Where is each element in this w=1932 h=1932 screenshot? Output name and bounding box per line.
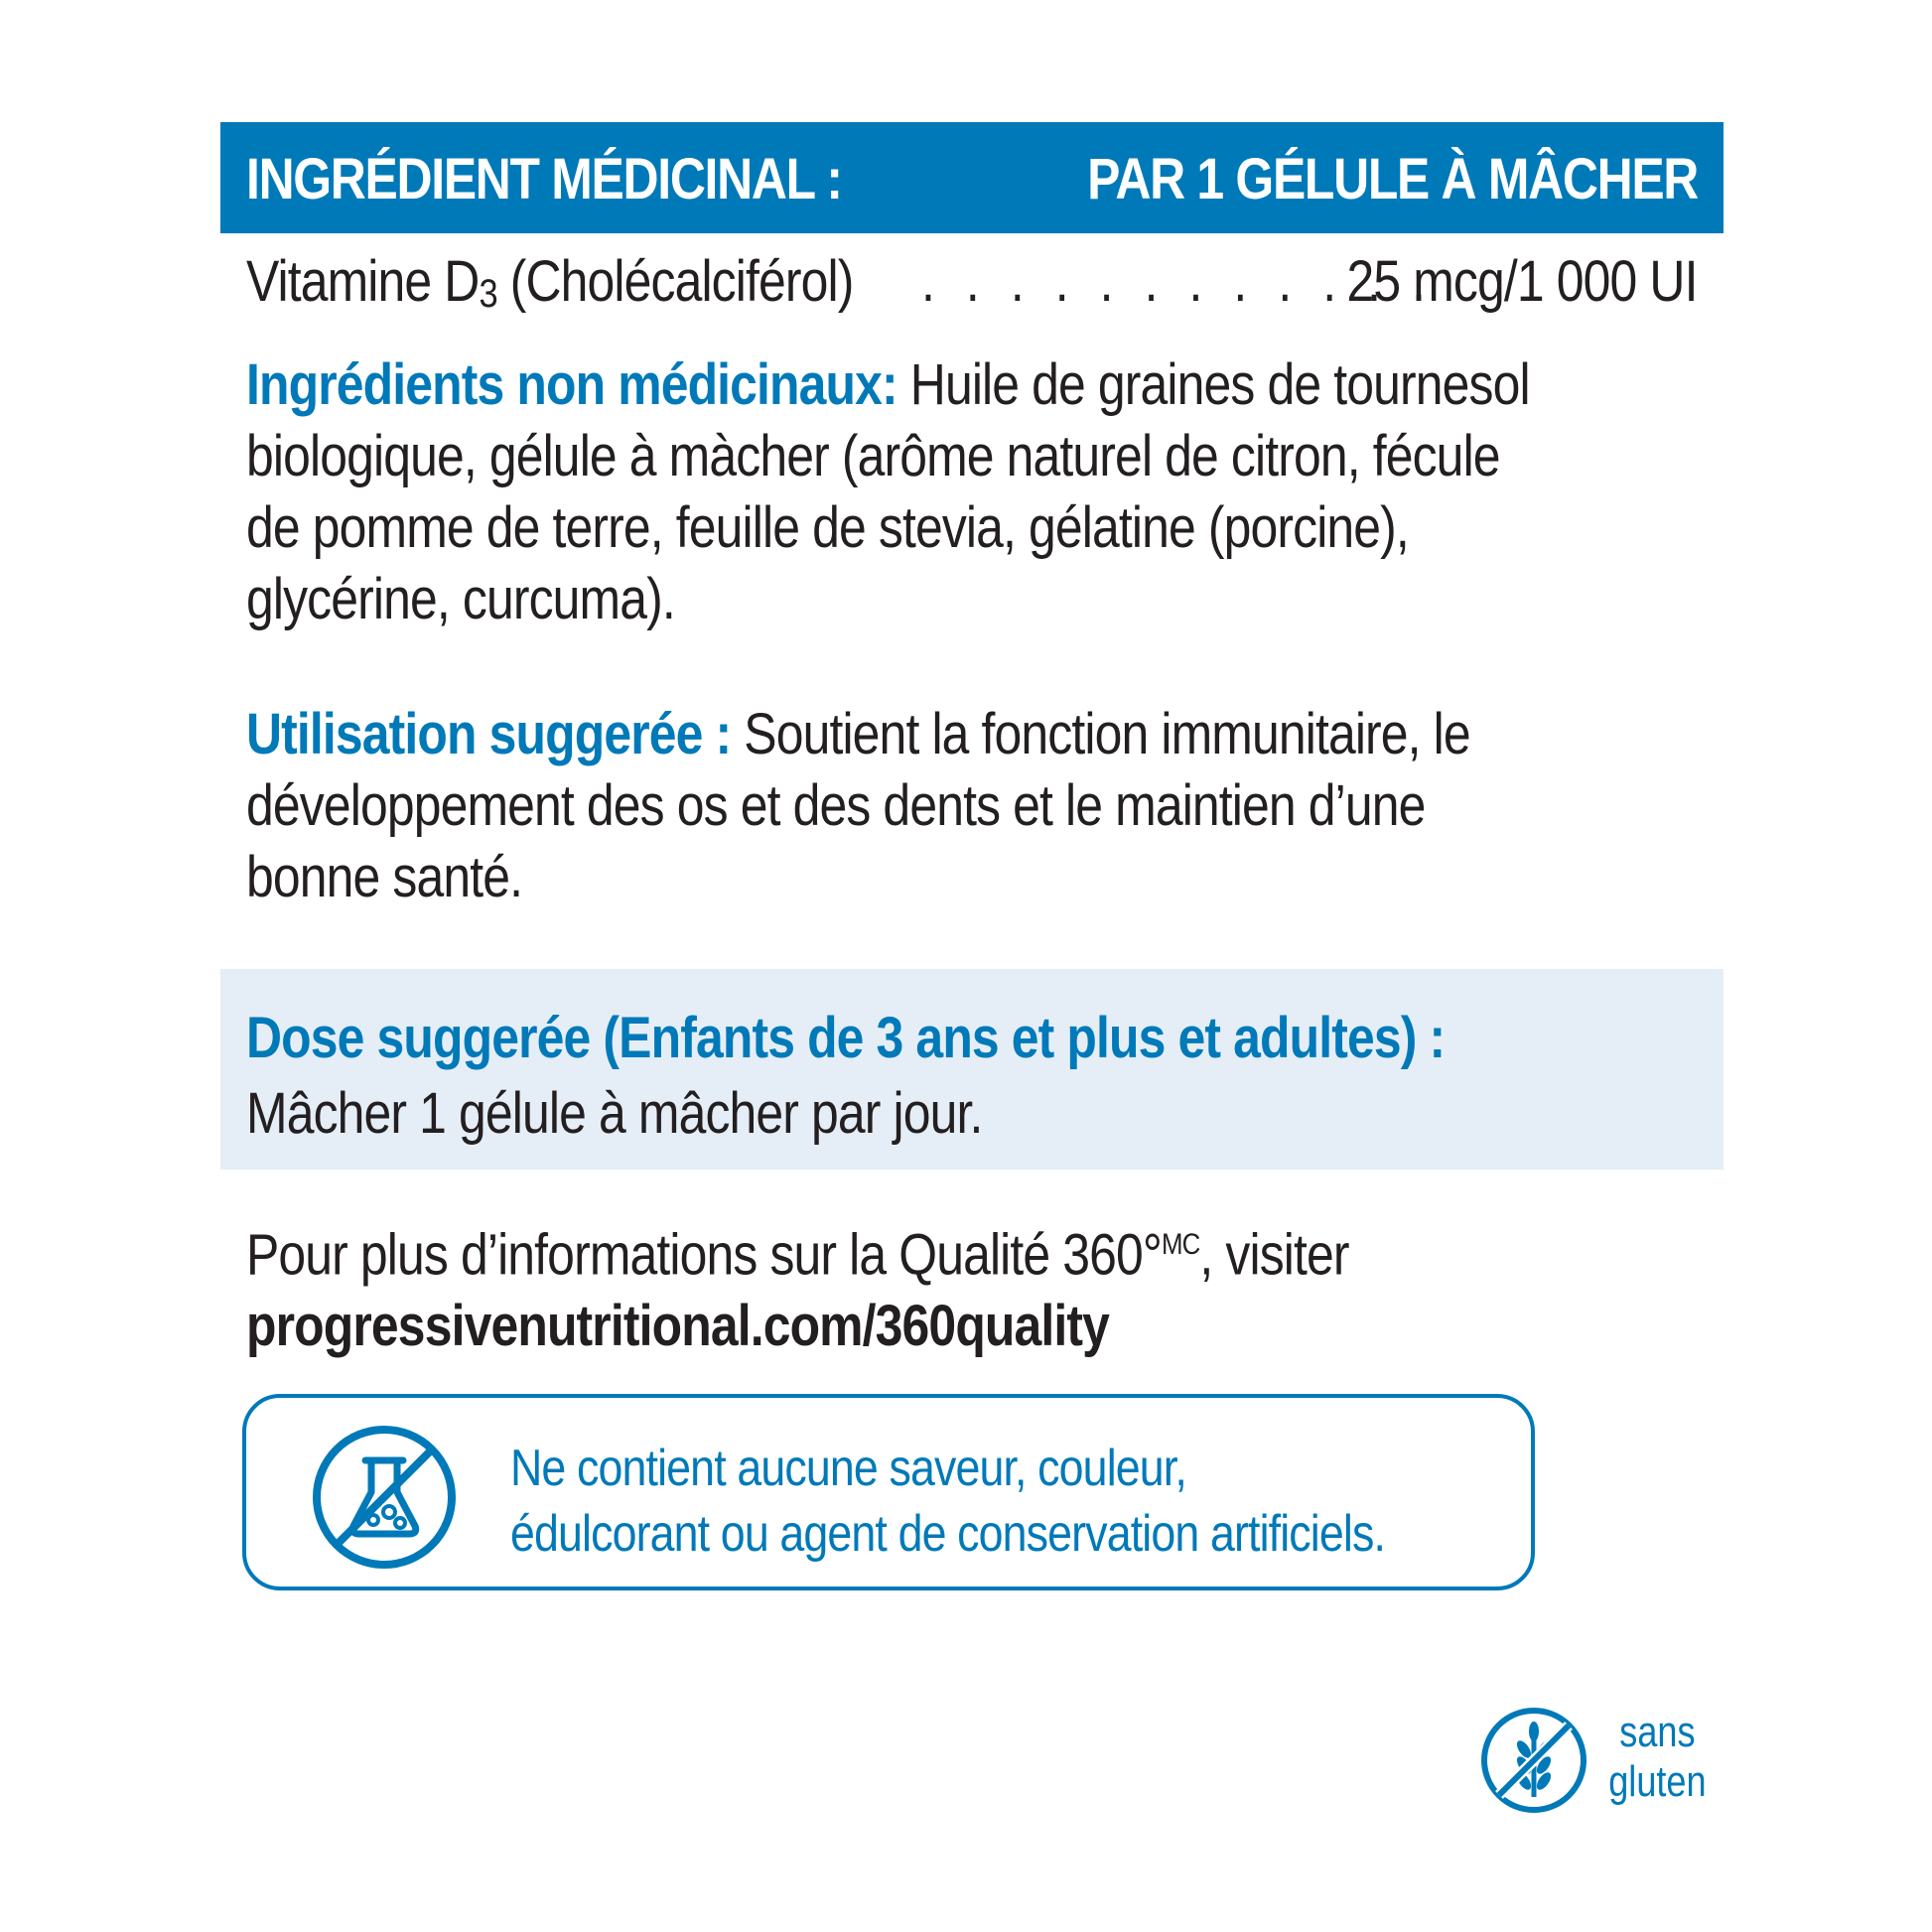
header-medicinal-ingredient: INGRÉDIENT MÉDICINAL : [246, 147, 842, 211]
no-artificial-notice [242, 1394, 1535, 1590]
suggested-dose-text: Mâcher 1 gélule à mâcher par jour. [246, 1081, 983, 1146]
non-medicinal-text: Huile de graines de tournesol biologique, gélule à màcher (arôme naturel de citron, fécule de pomme de terre, feuille de stevia, gélatine (porcine), glycérine, curcuma). [246, 352, 1530, 631]
suggested-dose-box [220, 969, 1724, 1170]
non-medicinal-label: Ingrédients non médicinaux: [246, 352, 897, 417]
gluten-free-label: sans gluten [1608, 1708, 1707, 1806]
non-medicinal-ingredients [246, 349, 1544, 635]
suggested-use-text: Soutient la fonction immunitaire, le développement des os et des dents et le maintien d’une bonne santé. [246, 702, 1470, 909]
suggested-use-label: Utilisation suggerée : [246, 702, 732, 766]
suggested-dose-label: Dose suggerée (Enfants de 3 ans et plus et adultes) : [246, 1006, 1446, 1070]
medicinal-ingredient-amount: 25 mcg/1 000 UI [1346, 249, 1698, 314]
quality-url: progressivenutritional.com/360quality [246, 1294, 1110, 1359]
medicinal-ingredient-row [246, 248, 1698, 314]
suggested-use [246, 699, 1544, 913]
medicinal-ingredient-name: Vitamine $D_3$ (Cholécalciférol) [246, 249, 854, 316]
no-gluten-wheat-icon [1479, 1706, 1588, 1815]
header-bar [220, 122, 1724, 233]
no-artificial-flask-icon [310, 1423, 459, 1572]
quality-info: Pour plus d’informations sur la Qualité 360°$^{MC}$, visiter progressivenutritional.com/360quality [246, 1209, 1544, 1362]
header-per-capsule: PAR 1 GÉLULE À MÂCHER [1087, 147, 1698, 211]
suggested-dose [246, 1001, 1698, 1152]
notice-text: Ne contient aucune saveur, couleur, édulcorant ou agent de conservation artificiels. [510, 1440, 1386, 1563]
leader-dots: . . . . . . . . . . . . [921, 249, 1435, 314]
